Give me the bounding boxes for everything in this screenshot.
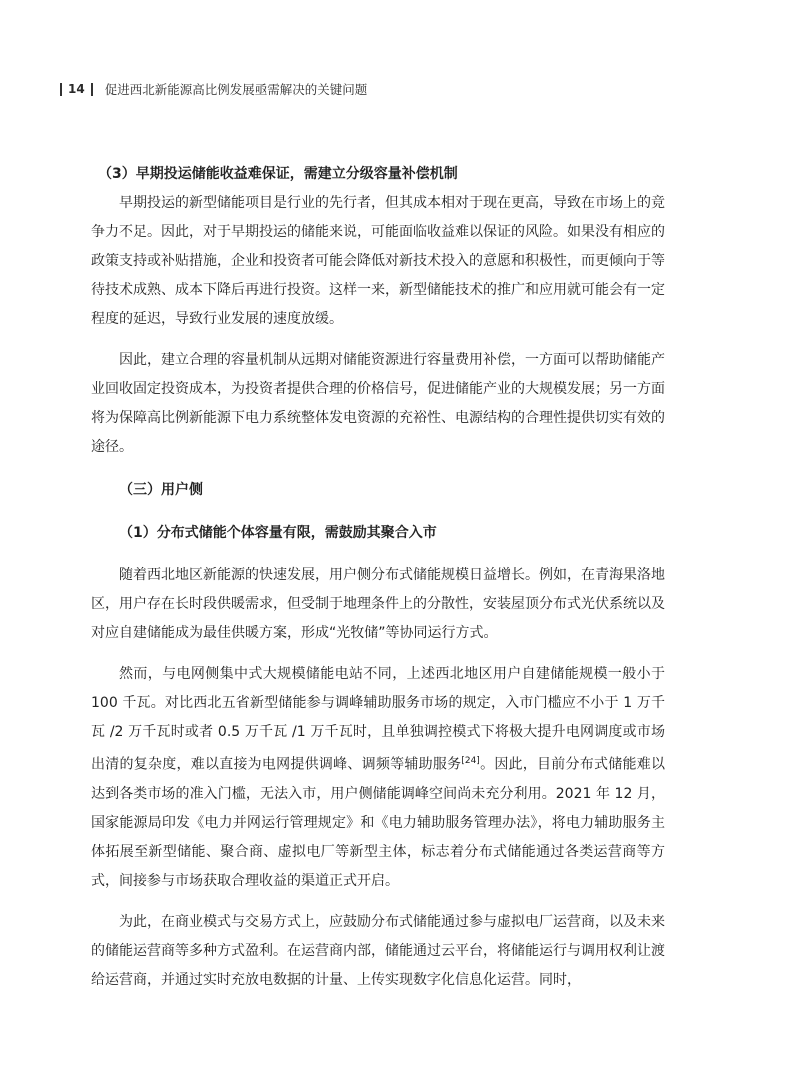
paragraph <box>91 660 665 896</box>
running-header <box>60 79 367 99</box>
citation-ref: [24] <box>461 756 480 766</box>
page-number: 14 <box>68 82 85 96</box>
subheading-3: （3）早期投运储能收益难保证，需建立分级容量补偿机制 <box>98 166 458 182</box>
paragraph: 随着西北地区新能源的快速发展，用户侧分布式储能规模日益增长。例如，在青海果洛地区，用户存在长时段供暖需求，但受制于地理条件上的分散性，安装屋顶分布式光伏系统以及对应自建储能成为最佳供暖方案，形成“光牧储”等协同运行方式。 <box>91 567 665 641</box>
paragraph-text: 然而，与电网侧集中式大规模储能电站不同，上述西北地区用户自建储能规模一般小于 100 千瓦。对比西北五省新型储能参与调峰辅助服务市场的规定，入市门槛应不小于 1 万千瓦 /2 万千瓦时或者 0.5 万千瓦 /1 万千瓦时，且单独调控模式下将极大提升电网调度或市场出清的复杂度，难以直接为电网提供调峰、调频等辅助服务 <box>91 666 665 773</box>
subheading-1: （1）分布式储能个体容量有限，需鼓励其聚合入市 <box>119 525 437 541</box>
running-title: 促进西北新能源高比例发展亟需解决的关键问题 <box>104 82 368 97</box>
section-heading: （三）用户侧 <box>119 482 203 498</box>
paragraph-text: 。因此，目前分布式储能难以达到各类市场的准入门槛，无法入市，用户侧储能调峰空间尚未充分利用。2021 年 12 月，国家能源局印发《电力并网运行管理规定》和《电力辅助服务管理办法》，将电力辅助服务主体拓展至新型储能、聚合商、虚拟电厂等新型主体，标志着分布式储能通过各类运营商等方式，间接参与市场获取合理收益的渠道正式开启。 <box>91 756 665 889</box>
header-divider <box>60 83 62 96</box>
paragraph: 为此，在商业模式与交易方式上，应鼓励分布式储能通过参与虚拟电厂运营商，以及未来的储能运营商等多种方式盈利。在运营商内部，储能通过云平台，将储能运行与调用权利让渡给运营商，并通过实时充放电数据的计量、上传实现数字化信息化运营。同时， <box>91 913 665 988</box>
paragraph: 因此，建立合理的容量机制从远期对储能资源进行容量费用补偿，一方面可以帮助储能产业回收固定投资成本，为投资者提供合理的价格信号，促进储能产业的大规模发展；另一方面将为保障高比例新能源下电力系统整体发电资源的充裕性、电源结构的合理性提供切实有效的途径。 <box>91 352 665 455</box>
header-divider <box>91 83 93 96</box>
paragraph: 早期投运的新型储能项目是行业的先行者，但其成本相对于现在更高，导致在市场上的竞争力不足。因此，对于早期投运的储能来说，可能面临收益难以保证的风险。如果没有相应的政策支持或补贴措施，企业和投资者可能会降低对新技术投入的意愿和积极性，而更倾向于等待技术成熟、成本下降后再进行投资。这样一来，新型储能技术的推广和应用就可能会有一定程度的延迟，导致行业发展的速度放缓。 <box>91 195 665 327</box>
page-body <box>91 160 665 995</box>
